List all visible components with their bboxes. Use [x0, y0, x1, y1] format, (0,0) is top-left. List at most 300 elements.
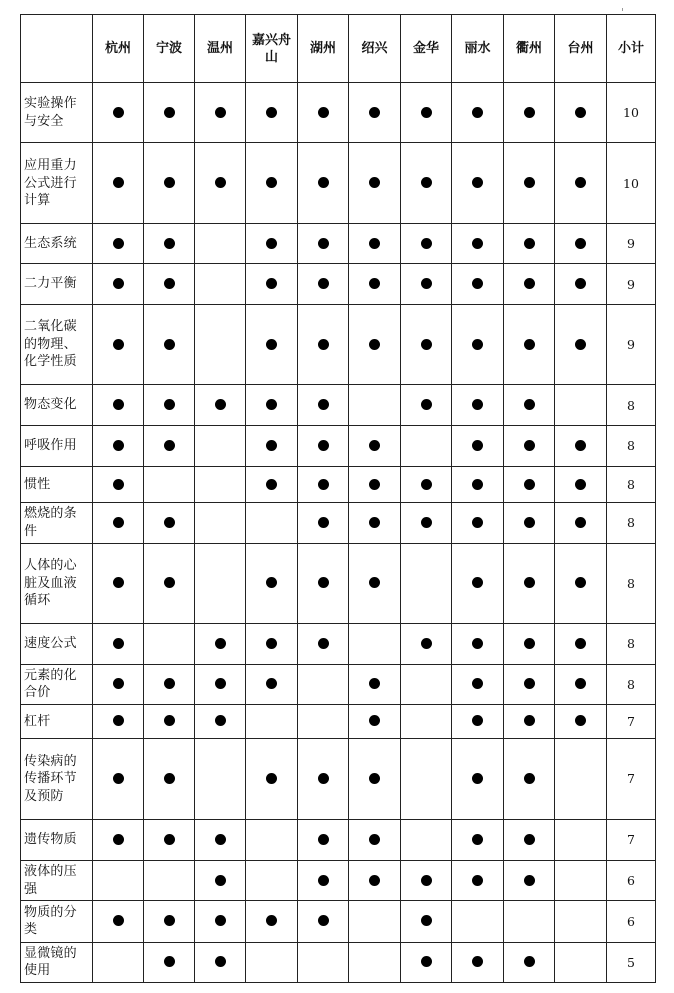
filled-dot-icon [164, 678, 175, 689]
mark-cell [144, 503, 195, 543]
filled-dot-icon [318, 875, 329, 886]
mark-cell [298, 819, 349, 860]
mark-cell [504, 304, 555, 385]
count-cell: 8 [607, 385, 656, 425]
mark-cell [555, 624, 607, 664]
mark-cell [504, 385, 555, 425]
table-body [21, 83, 656, 983]
table-row [21, 503, 656, 543]
filled-dot-icon [472, 278, 483, 289]
filled-dot-icon [113, 339, 124, 350]
table-row [21, 143, 656, 224]
header-city: 温州 [195, 15, 246, 83]
count-cell: 7 [607, 739, 656, 820]
count-cell: 9 [607, 304, 656, 385]
mark-cell [555, 83, 607, 143]
filled-dot-icon [113, 107, 124, 118]
mark-cell [349, 861, 401, 901]
filled-dot-icon [472, 773, 483, 784]
mark-cell [555, 739, 607, 820]
count-cell: 5 [607, 942, 656, 982]
mark-cell [298, 664, 349, 704]
mark-cell [298, 503, 349, 543]
filled-dot-icon [575, 517, 586, 528]
header-city: 绍兴 [349, 15, 401, 83]
filled-dot-icon [421, 479, 432, 490]
table-row [21, 264, 656, 304]
filled-dot-icon [524, 834, 535, 845]
filled-dot-icon [113, 440, 124, 451]
mark-cell [93, 83, 144, 143]
mark-cell [401, 385, 452, 425]
mark-cell [298, 901, 349, 942]
mark-cell [504, 739, 555, 820]
filled-dot-icon [318, 517, 329, 528]
table-row [21, 224, 656, 264]
mark-cell [555, 466, 607, 502]
count-cell: 9 [607, 264, 656, 304]
mark-cell [144, 466, 195, 502]
mark-cell [452, 861, 504, 901]
filled-dot-icon [113, 915, 124, 926]
mark-cell [349, 466, 401, 502]
topic-cell: 二力平衡 [21, 264, 93, 304]
mark-cell [555, 304, 607, 385]
count-cell: 10 [607, 83, 656, 143]
count-cell: 7 [607, 819, 656, 860]
mark-cell [401, 503, 452, 543]
mark-cell [195, 264, 246, 304]
topic-cell: 遗传物质 [21, 819, 93, 860]
filled-dot-icon [472, 678, 483, 689]
topic-cell: 燃烧的条件 [21, 503, 93, 543]
topic-cell: 惯性 [21, 466, 93, 502]
mark-cell [144, 624, 195, 664]
mark-cell [555, 264, 607, 304]
mark-cell [401, 224, 452, 264]
filled-dot-icon [164, 773, 175, 784]
filled-dot-icon [524, 238, 535, 249]
filled-dot-icon [318, 834, 329, 845]
mark-cell [93, 543, 144, 624]
filled-dot-icon [524, 440, 535, 451]
mark-cell [401, 83, 452, 143]
filled-dot-icon [215, 915, 226, 926]
mark-cell [144, 224, 195, 264]
header-city: 杭州 [93, 15, 144, 83]
mark-cell [298, 861, 349, 901]
table-row [21, 901, 656, 942]
mark-cell [298, 264, 349, 304]
filled-dot-icon [266, 440, 277, 451]
mark-cell [93, 704, 144, 738]
mark-cell [298, 83, 349, 143]
mark-cell [144, 819, 195, 860]
topic-cell: 实验操作与安全 [21, 83, 93, 143]
topic-cell: 应用重力公式进行计算 [21, 143, 93, 224]
mark-cell [144, 143, 195, 224]
mark-cell [195, 425, 246, 466]
filled-dot-icon [318, 177, 329, 188]
filled-dot-icon [472, 440, 483, 451]
filled-dot-icon [524, 517, 535, 528]
mark-cell [144, 425, 195, 466]
filled-dot-icon [215, 107, 226, 118]
filled-dot-icon [472, 715, 483, 726]
mark-cell [349, 143, 401, 224]
mark-cell [144, 739, 195, 820]
topic-cell: 人体的心脏及血液循环 [21, 543, 93, 624]
mark-cell [452, 224, 504, 264]
filled-dot-icon [164, 577, 175, 588]
mark-cell [401, 861, 452, 901]
filled-dot-icon [369, 479, 380, 490]
table-row [21, 704, 656, 738]
filled-dot-icon [215, 399, 226, 410]
mark-cell [452, 425, 504, 466]
filled-dot-icon [215, 956, 226, 967]
mark-cell [246, 819, 298, 860]
mark-cell [349, 739, 401, 820]
filled-dot-icon [266, 577, 277, 588]
mark-cell [555, 704, 607, 738]
filled-dot-icon [164, 715, 175, 726]
mark-cell [93, 143, 144, 224]
mark-cell [195, 624, 246, 664]
mark-cell [246, 224, 298, 264]
mark-cell [401, 901, 452, 942]
count-cell: 7 [607, 704, 656, 738]
filled-dot-icon [164, 956, 175, 967]
filled-dot-icon [575, 638, 586, 649]
filled-dot-icon [524, 956, 535, 967]
filled-dot-icon [524, 773, 535, 784]
mark-cell [555, 543, 607, 624]
mark-cell [93, 819, 144, 860]
count-cell: 8 [607, 624, 656, 664]
filled-dot-icon [318, 399, 329, 410]
count-cell: 8 [607, 425, 656, 466]
filled-dot-icon [318, 638, 329, 649]
mark-cell [246, 304, 298, 385]
table-row [21, 425, 656, 466]
mark-cell [144, 942, 195, 982]
table-row [21, 624, 656, 664]
filled-dot-icon [113, 517, 124, 528]
count-cell: 6 [607, 901, 656, 942]
filled-dot-icon [369, 440, 380, 451]
mark-cell [298, 224, 349, 264]
mark-cell [401, 739, 452, 820]
table-row [21, 466, 656, 502]
mark-cell [93, 425, 144, 466]
mark-cell [246, 861, 298, 901]
mark-cell [195, 143, 246, 224]
mark-cell [504, 224, 555, 264]
filled-dot-icon [369, 517, 380, 528]
filled-dot-icon [266, 399, 277, 410]
mark-cell [349, 385, 401, 425]
filled-dot-icon [113, 715, 124, 726]
filled-dot-icon [369, 177, 380, 188]
mark-cell [144, 264, 195, 304]
header-total: 小计 [607, 15, 656, 83]
mark-cell [195, 819, 246, 860]
filled-dot-icon [524, 339, 535, 350]
filled-dot-icon [318, 238, 329, 249]
filled-dot-icon [421, 956, 432, 967]
mark-cell [349, 901, 401, 942]
count-cell: 10 [607, 143, 656, 224]
filled-dot-icon [472, 517, 483, 528]
mark-cell [298, 425, 349, 466]
filled-dot-icon [318, 278, 329, 289]
count-cell: 8 [607, 664, 656, 704]
mark-cell [555, 664, 607, 704]
mark-cell [452, 819, 504, 860]
header-city: 丽水 [452, 15, 504, 83]
mark-cell [349, 224, 401, 264]
header-city: 宁波 [144, 15, 195, 83]
filled-dot-icon [164, 834, 175, 845]
mark-cell [452, 264, 504, 304]
filled-dot-icon [369, 339, 380, 350]
filled-dot-icon [524, 479, 535, 490]
mark-cell [504, 466, 555, 502]
mark-cell [452, 83, 504, 143]
mark-cell [298, 304, 349, 385]
filled-dot-icon [266, 678, 277, 689]
filled-dot-icon [215, 875, 226, 886]
mark-cell [504, 819, 555, 860]
mark-cell [195, 861, 246, 901]
mark-cell [93, 385, 144, 425]
table-row [21, 664, 656, 704]
filled-dot-icon [369, 238, 380, 249]
filled-dot-icon [524, 715, 535, 726]
filled-dot-icon [575, 715, 586, 726]
filled-dot-icon [113, 238, 124, 249]
filled-dot-icon [266, 177, 277, 188]
filled-dot-icon [472, 834, 483, 845]
topic-cell: 二氧化碳的物理、化学性质 [21, 304, 93, 385]
filled-dot-icon [421, 339, 432, 350]
mark-cell [246, 543, 298, 624]
filled-dot-icon [215, 177, 226, 188]
mark-cell [93, 942, 144, 982]
mark-cell [401, 425, 452, 466]
mark-cell [144, 83, 195, 143]
mark-cell [555, 901, 607, 942]
header-row [21, 15, 656, 83]
count-cell: 8 [607, 466, 656, 502]
mark-cell [504, 143, 555, 224]
mark-cell [504, 901, 555, 942]
mark-cell [298, 385, 349, 425]
table-row [21, 385, 656, 425]
mark-cell [144, 704, 195, 738]
mark-cell [349, 704, 401, 738]
filled-dot-icon [575, 177, 586, 188]
mark-cell [144, 861, 195, 901]
mark-cell [93, 304, 144, 385]
filled-dot-icon [472, 638, 483, 649]
filled-dot-icon [524, 638, 535, 649]
mark-cell [144, 385, 195, 425]
mark-cell [195, 83, 246, 143]
mark-cell [144, 304, 195, 385]
mark-cell [504, 624, 555, 664]
mark-cell [195, 224, 246, 264]
topic-cell: 物质的分类 [21, 901, 93, 942]
filled-dot-icon [472, 875, 483, 886]
mark-cell [452, 739, 504, 820]
header-corner [21, 15, 93, 83]
mark-cell [401, 543, 452, 624]
filled-dot-icon [113, 834, 124, 845]
mark-cell [504, 664, 555, 704]
mark-cell [555, 819, 607, 860]
mark-cell [246, 624, 298, 664]
mark-cell [144, 543, 195, 624]
corner-mark [622, 8, 623, 11]
mark-cell [93, 264, 144, 304]
header-city: 金华 [401, 15, 452, 83]
filled-dot-icon [575, 238, 586, 249]
mark-cell [349, 83, 401, 143]
mark-cell [93, 901, 144, 942]
filled-dot-icon [524, 678, 535, 689]
filled-dot-icon [215, 638, 226, 649]
filled-dot-icon [369, 107, 380, 118]
mark-cell [555, 425, 607, 466]
filled-dot-icon [524, 399, 535, 410]
filled-dot-icon [266, 479, 277, 490]
mark-cell [93, 624, 144, 664]
count-cell: 8 [607, 503, 656, 543]
mark-cell [246, 942, 298, 982]
table-row [21, 304, 656, 385]
filled-dot-icon [113, 678, 124, 689]
mark-cell [246, 264, 298, 304]
filled-dot-icon [318, 577, 329, 588]
mark-cell [555, 861, 607, 901]
mark-cell [195, 901, 246, 942]
filled-dot-icon [472, 577, 483, 588]
mark-cell [452, 624, 504, 664]
filled-dot-icon [369, 577, 380, 588]
filled-dot-icon [575, 678, 586, 689]
topic-cell: 元素的化合价 [21, 664, 93, 704]
mark-cell [144, 901, 195, 942]
topic-cell: 生态系统 [21, 224, 93, 264]
filled-dot-icon [421, 915, 432, 926]
mark-cell [195, 543, 246, 624]
table-row [21, 819, 656, 860]
mark-cell [452, 304, 504, 385]
topic-cell: 杠杆 [21, 704, 93, 738]
filled-dot-icon [164, 177, 175, 188]
filled-dot-icon [266, 638, 277, 649]
filled-dot-icon [575, 278, 586, 289]
mark-cell [452, 664, 504, 704]
mark-cell [349, 264, 401, 304]
mark-cell [349, 942, 401, 982]
mark-cell [195, 739, 246, 820]
filled-dot-icon [421, 107, 432, 118]
table-row [21, 83, 656, 143]
filled-dot-icon [575, 577, 586, 588]
mark-cell [401, 942, 452, 982]
filled-dot-icon [113, 399, 124, 410]
mark-cell [349, 664, 401, 704]
mark-cell [246, 704, 298, 738]
topic-cell: 呼吸作用 [21, 425, 93, 466]
table-row [21, 739, 656, 820]
filled-dot-icon [164, 238, 175, 249]
filled-dot-icon [421, 177, 432, 188]
filled-dot-icon [524, 177, 535, 188]
filled-dot-icon [369, 875, 380, 886]
filled-dot-icon [421, 517, 432, 528]
mark-cell [93, 224, 144, 264]
mark-cell [401, 704, 452, 738]
mark-cell [401, 664, 452, 704]
filled-dot-icon [266, 773, 277, 784]
filled-dot-icon [421, 278, 432, 289]
topic-cell: 速度公式 [21, 624, 93, 664]
mark-cell [504, 83, 555, 143]
filled-dot-icon [369, 773, 380, 784]
filled-dot-icon [472, 177, 483, 188]
filled-dot-icon [113, 479, 124, 490]
mark-cell [504, 264, 555, 304]
mark-cell [246, 385, 298, 425]
mark-cell [452, 901, 504, 942]
filled-dot-icon [318, 339, 329, 350]
filled-dot-icon [266, 107, 277, 118]
filled-dot-icon [575, 440, 586, 451]
filled-dot-icon [421, 399, 432, 410]
mark-cell [401, 304, 452, 385]
filled-dot-icon [164, 915, 175, 926]
mark-cell [246, 901, 298, 942]
table-row [21, 861, 656, 901]
mark-cell [195, 664, 246, 704]
mark-cell [195, 466, 246, 502]
mark-cell [555, 224, 607, 264]
filled-dot-icon [318, 440, 329, 451]
mark-cell [93, 861, 144, 901]
mark-cell [401, 624, 452, 664]
mark-cell [504, 861, 555, 901]
filled-dot-icon [575, 107, 586, 118]
filled-dot-icon [266, 339, 277, 350]
mark-cell [349, 425, 401, 466]
header-city: 嘉兴舟山 [246, 15, 298, 83]
mark-cell [246, 83, 298, 143]
exam-topic-table [20, 14, 656, 983]
mark-cell [246, 739, 298, 820]
mark-cell [246, 664, 298, 704]
filled-dot-icon [215, 678, 226, 689]
mark-cell [246, 466, 298, 502]
mark-cell [144, 664, 195, 704]
mark-cell [195, 942, 246, 982]
filled-dot-icon [164, 517, 175, 528]
filled-dot-icon [113, 577, 124, 588]
filled-dot-icon [266, 915, 277, 926]
